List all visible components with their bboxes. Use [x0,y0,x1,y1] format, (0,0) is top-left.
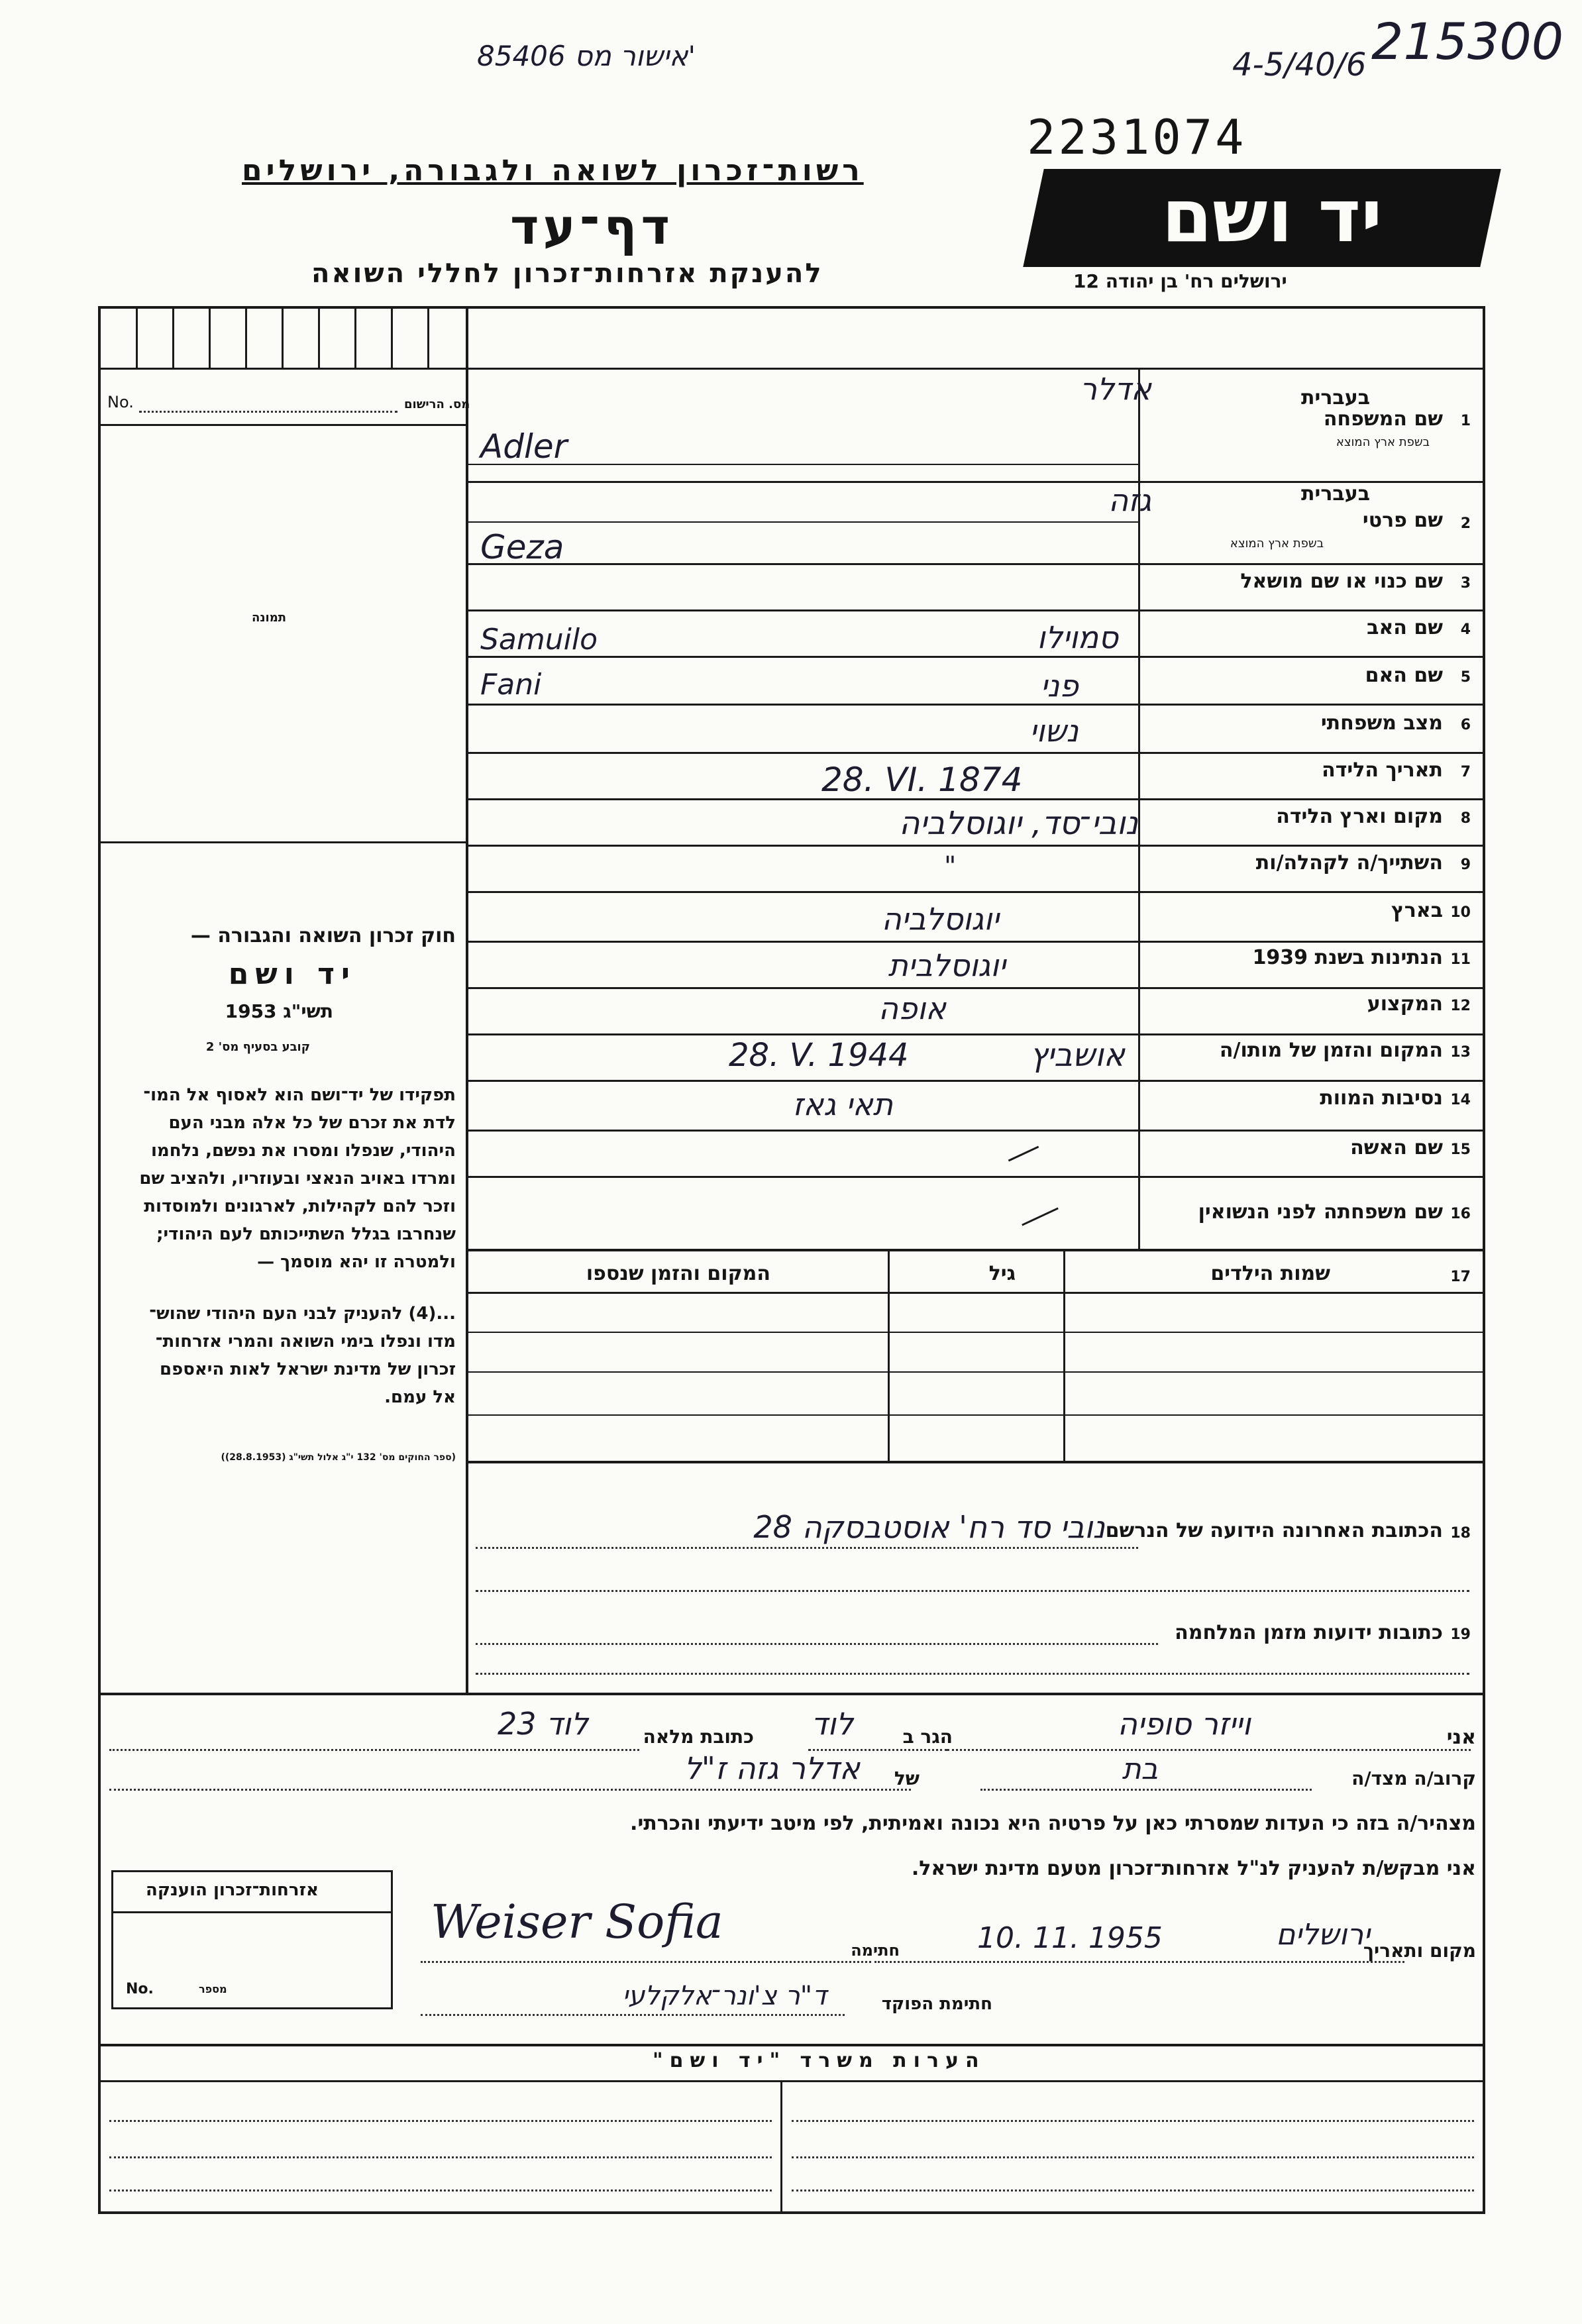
declarant-city: לוד [811,1706,853,1742]
of-label: של [894,1768,920,1789]
law-line: אל עמם. [384,1387,456,1407]
declarant-i-label: אני [1446,1726,1476,1749]
field-9-number: 9 [1460,857,1471,873]
father-name-latin: Samuilo [480,623,598,657]
first-name-latin: Geza [480,528,564,566]
community-country: יוגוסלביה [881,901,999,937]
surname-latin: Adler [480,427,568,466]
form-title: דף־עד [510,199,674,256]
field-2-number: 2 [1460,515,1471,532]
logo-text: יד ושם [1161,174,1383,258]
field-17-number: 17 [1450,1269,1471,1285]
registry-label: מס. הרישום [404,397,470,411]
field-15-number: 15 [1450,1141,1471,1158]
law-line: וזכר להם לקהילות, לארגונים ולמוסדות [144,1196,456,1216]
field-11-number: 11 [1450,951,1471,968]
relative-label: קרוב/ה מצד/ה [1351,1768,1476,1789]
law-line: זכרון של מדינת ישראל לאות היאספם [160,1359,456,1379]
reference-number: 4-5/40/6 [1232,46,1367,83]
field-5-number: 5 [1460,669,1471,686]
declaration-text: מצהיר/ה בזה כי העדות שמסרתי כאן על פרטיה היא נכונה ואמיתית, לפי מיטב ידיעתי והכרתי. [630,1812,1476,1835]
father-name-hebrew: סמוילו [1037,619,1118,655]
law-source: (ספר החוקים מס' 132 י"ג אלול תשי"ג (28.8.1953)) [221,1452,456,1463]
field-2-origin-label: בשפת ארץ המוצא [1230,537,1324,551]
field-10-label: בארץ [1391,899,1443,922]
field-3-label: שם כנוי או שם מושאל [1240,570,1443,593]
death-circumstances: תאי גאז [792,1086,893,1122]
death-place: אושביץ [1029,1037,1125,1074]
law-line: תפקידו של יד־ושם הוא לאסוף אל המו־ [143,1085,456,1105]
birth-date: 28. VI. 1874 [821,761,1023,799]
field-16-number: 16 [1450,1206,1471,1222]
field-13-label: המקום והזמן של מותו/ה [1219,1039,1443,1062]
officer-label: חתימת הפוקד [881,1994,992,2014]
law-line: שנחרבו בגלל השתייכותם לעם היהודי; [156,1224,456,1244]
field-4-label: שם האב [1367,616,1443,639]
field-8-label: מקום וארץ הלידה [1276,805,1443,828]
children-names-header: שמות הילדים [1210,1262,1330,1285]
field-10-number: 10 [1450,904,1471,921]
place-value: ירושלים [1276,1918,1370,1952]
field-11-label: הנתינות בשנת 1939 [1252,946,1443,969]
field-12-number: 12 [1450,998,1471,1014]
field-6-label: מצב משפחתי [1320,712,1443,735]
profession: אופה [878,990,946,1026]
children-place-time-header: המקום והזמן שנספו [586,1262,770,1285]
signature: Weiser Sofia [431,1895,723,1949]
field-9-label: השתייך/ה לקהלה/ות [1255,851,1443,874]
first-name-hebrew: גזה [1108,482,1151,518]
field-18-label: הכתובת האחרונה הידועה של הנרשם [1105,1519,1443,1542]
full-address-label: כתובת מלאה [643,1726,754,1748]
field-1-origin-label: בשפת ארץ המוצא [1336,435,1430,449]
field-2-hebrew-label: בעברית [1301,482,1370,505]
field-4-number: 4 [1460,621,1471,638]
field-18-number: 18 [1450,1525,1471,1542]
children-age-header: גיל [988,1262,1016,1285]
date-value: 10. 11. 1955 [977,1921,1163,1955]
law-line: היהודי, שנפלו ומסרו את נפשם, נלחמו [150,1141,456,1161]
grant-box-no: No. [126,1981,154,1997]
authority-title: רשות־זכרון לשואה ולגבורה, ירושלים [242,154,864,187]
field-3-number: 3 [1460,575,1471,592]
mother-name-hebrew: פני [1040,668,1079,704]
field-15-label: שם האשה [1350,1136,1443,1159]
mother-name-latin: Fani [480,668,542,702]
law-clause: קובע בסעיף מס' 2 [205,1040,310,1054]
community: " [944,851,957,882]
document-number: 2231074 [1027,109,1247,165]
law-line: ומרדו באויב הנאצי ובעוזריו, ולהציב שם [139,1169,456,1188]
approval-note: 85406 אישור מס' [477,40,696,72]
field-8-number: 8 [1460,810,1471,827]
field-7-number: 7 [1460,764,1471,780]
declarant-address: לוד 23 [498,1706,588,1742]
header-address: ירושלים רח' בן יהודה 12 [1073,270,1287,292]
field-1-label: שם המשפחה [1323,407,1443,431]
law-year: תשי"ג 1953 [225,1000,333,1022]
field-13-number: 13 [1450,1044,1471,1061]
birth-place: נובי־סד, יוגוסלביה [899,805,1138,842]
law-line: ולמטרה זו יהא מוסמך — [257,1252,456,1272]
law-line: לדת את זכרם של כל אלה מבני העם [168,1113,456,1133]
field-14-label: נסיבות המוות [1320,1086,1443,1110]
field-19-label: כתובות ידועות מזמן המלחמה [1175,1621,1443,1644]
field-1-number: 1 [1460,413,1471,429]
signature-label: חתימה [851,1941,900,1960]
law-title: חוק זכרון השואה והגבורה — [190,924,456,947]
field-19-number: 19 [1450,1626,1471,1643]
officer-signature: ד"ר צ'ונר־אלקלעי [622,1981,827,2011]
grant-box-title: אזרחות־זכרון הוענקה [146,1880,319,1900]
declarant-name: וייזר סופיה [1117,1706,1251,1742]
resides-label: הגר ב [902,1726,953,1748]
field-5-label: שם האם [1365,664,1443,687]
surname-hebrew: אדלר [1080,371,1151,407]
registry-prefix: No. [107,393,134,411]
field-12-label: המקצוע [1367,992,1443,1016]
photo-label: תמונה [252,611,287,625]
death-date: 28. V. 1944 [729,1037,909,1074]
field-1-hebrew-label: בעברית [1301,386,1370,409]
field-7-label: תאריך הלידה [1322,759,1443,782]
form-subtitle: להענקת אזרחות־זכרון לחללי השואה [311,258,823,289]
field-14-number: 14 [1450,1092,1471,1108]
law-line: מדו ונפלו בימי השואה והמרי אזרחות־ [155,1332,456,1351]
field-16-label: שם משפחתה לפני הנשואין [1198,1200,1443,1224]
law-line: ...(4) להעניק לבני העם היהודי שהוש־ [149,1304,456,1324]
relation-value: בת [1122,1752,1158,1786]
request-text: אני מבקש/ת להעניק לנ"ל אזרחות־זכרון מטעם מדינת ישראל. [911,1857,1476,1880]
law-name: יד ושם [228,957,356,991]
last-address: נובי סד רח' אוסטבסקה 28 [753,1509,1105,1545]
nationality-1939: יוגוסלבית [888,947,1006,983]
of-name: אדלר גזה ז"ל [684,1750,860,1786]
remarks-title: הערות משרד "יד ושם" [653,2049,986,2072]
big-number: 215300 [1371,12,1564,71]
field-6-number: 6 [1460,717,1471,733]
place-date-label: מקום ותאריך [1363,1940,1476,1962]
grant-box-number-label: מספר [199,1983,227,1995]
marital-status: נשוי [1029,713,1079,749]
field-2-label: שם פרטי [1362,509,1443,532]
